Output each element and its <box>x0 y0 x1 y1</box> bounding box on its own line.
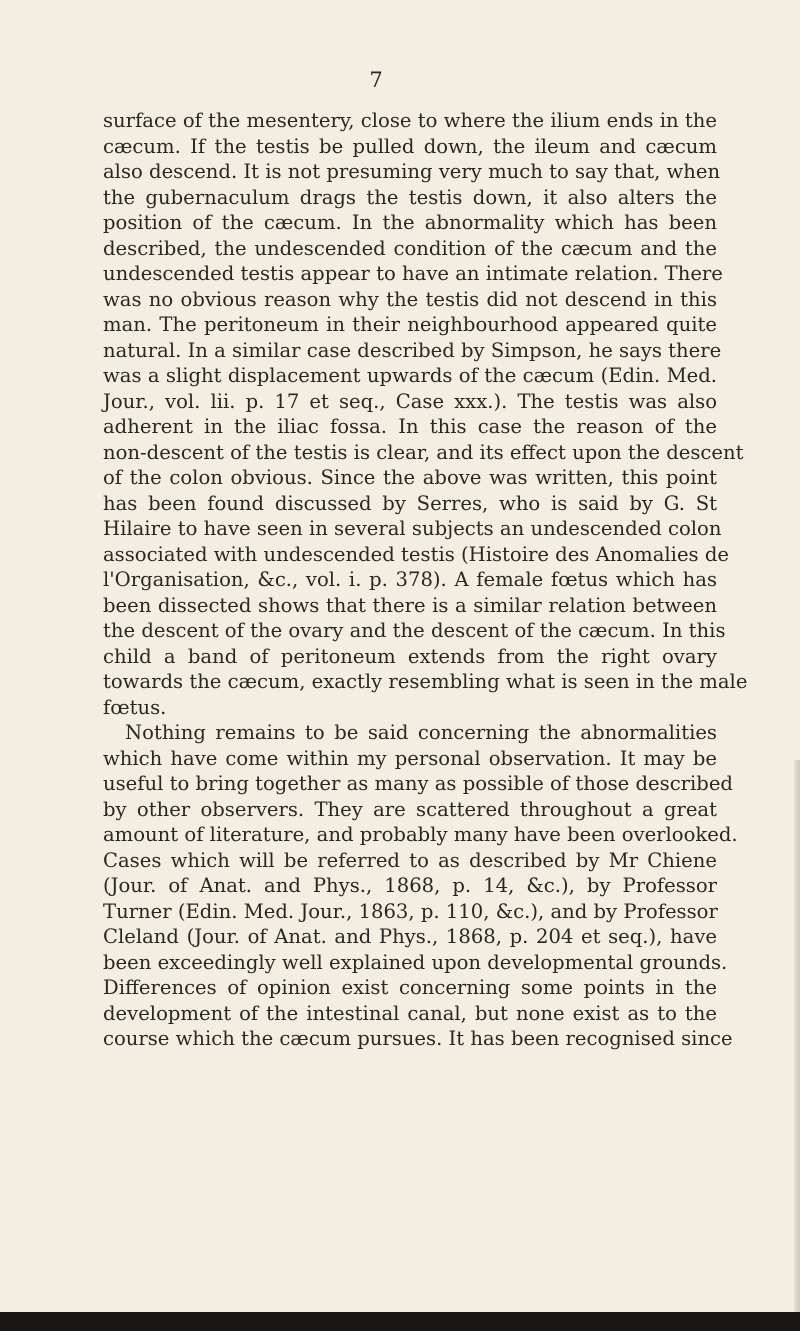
text-line: was no obvious reason why the testis did not descend in this <box>103 287 717 311</box>
text-line: described, the undescended condition of the cæcum and the <box>103 236 717 260</box>
text-line: non-descent of the testis is clear, and its effect upon the descent <box>103 440 744 464</box>
paragraph-2 <box>103 720 738 1052</box>
text-line: l'Organisation, &c., vol. i. p. 378). A female fœtus which has <box>103 568 717 591</box>
text-line: the gubernaculum drags the testis down, it also alters the <box>103 185 717 209</box>
page-edge-shadow <box>794 760 800 1312</box>
text-line: man. The peritoneum in their neighbourhood appeared quite <box>103 313 717 336</box>
paragraph-1 <box>103 108 748 720</box>
text-line: Differences of opinion exist concerning some points in the <box>103 976 717 999</box>
text-line: been exceedingly well explained upon developmental grounds. <box>103 950 728 974</box>
text-line: associated with undescended testis (Histoire des Anomalies de <box>103 542 729 566</box>
text-line: useful to bring together as many as possible of those described <box>103 772 733 795</box>
text-line: Nothing remains to be said concerning the abnormalities <box>125 721 717 744</box>
text-line: towards the cæcum, exactly resembling what is seen in the male <box>103 670 748 693</box>
text-line: the descent of the ovary and the descent of the cæcum. In this <box>103 619 726 642</box>
text-line: cæcum. If the testis be pulled down, the ileum and cæcum <box>103 134 717 158</box>
text-line: been dissected shows that there is a similar relation between <box>103 593 717 617</box>
text-line: surface of the mesentery, close to where the ilium ends in the <box>103 109 717 132</box>
text-line: adherent in the iliac fossa. In this case the reason of the <box>103 415 717 438</box>
text-line: Cleland (Jour. of Anat. and Phys., 1868, p. 204 et seq.), have <box>103 925 717 948</box>
text-line: of the colon obvious. Since the above was written, this point <box>103 466 717 489</box>
text-line: by other observers. They are scattered throughout a great <box>103 797 717 821</box>
text-line: also descend. It is not presuming very much to say that, when <box>103 160 721 183</box>
text-line: natural. In a similar case described by Simpson, he says there <box>103 338 722 362</box>
text-line: child a band of peritoneum extends from the right ovary <box>103 644 717 668</box>
text-line: has been found discussed by Serres, who is said by G. St <box>103 491 717 515</box>
text-line: Cases which will be referred to as described by Mr Chiene <box>103 848 717 872</box>
text-line: development of the intestinal canal, but none exist as to the <box>103 1001 717 1025</box>
scan-bottom-border <box>0 1312 800 1331</box>
text-line: (Jour. of Anat. and Phys., 1868, p. 14, &c.), by Professor <box>103 874 717 897</box>
text-line: undescended testis appear to have an intimate relation. There <box>103 262 723 285</box>
text-line: Jour., vol. lii. p. 17 et seq., Case xxx.). The testis was also <box>103 389 717 413</box>
text-line: Turner (Edin. Med. Jour., 1863, p. 110, &c.), and by Professor <box>103 899 718 923</box>
text-line: course which the cæcum pursues. It has been recognised since <box>103 1027 733 1050</box>
text-line: fœtus. <box>103 695 167 719</box>
text-line: amount of literature, and probably many have been overlooked. <box>103 823 738 846</box>
text-line: which have come within my personal observation. It may be <box>103 746 717 770</box>
text-line: Hilaire to have seen in several subjects an undescended colon <box>103 517 722 540</box>
page-number: 7 <box>369 68 383 92</box>
text-line: position of the cæcum. In the abnormality which has been <box>103 211 717 234</box>
text-line: was a slight displacement upwards of the cæcum (Edin. Med. <box>103 364 717 387</box>
